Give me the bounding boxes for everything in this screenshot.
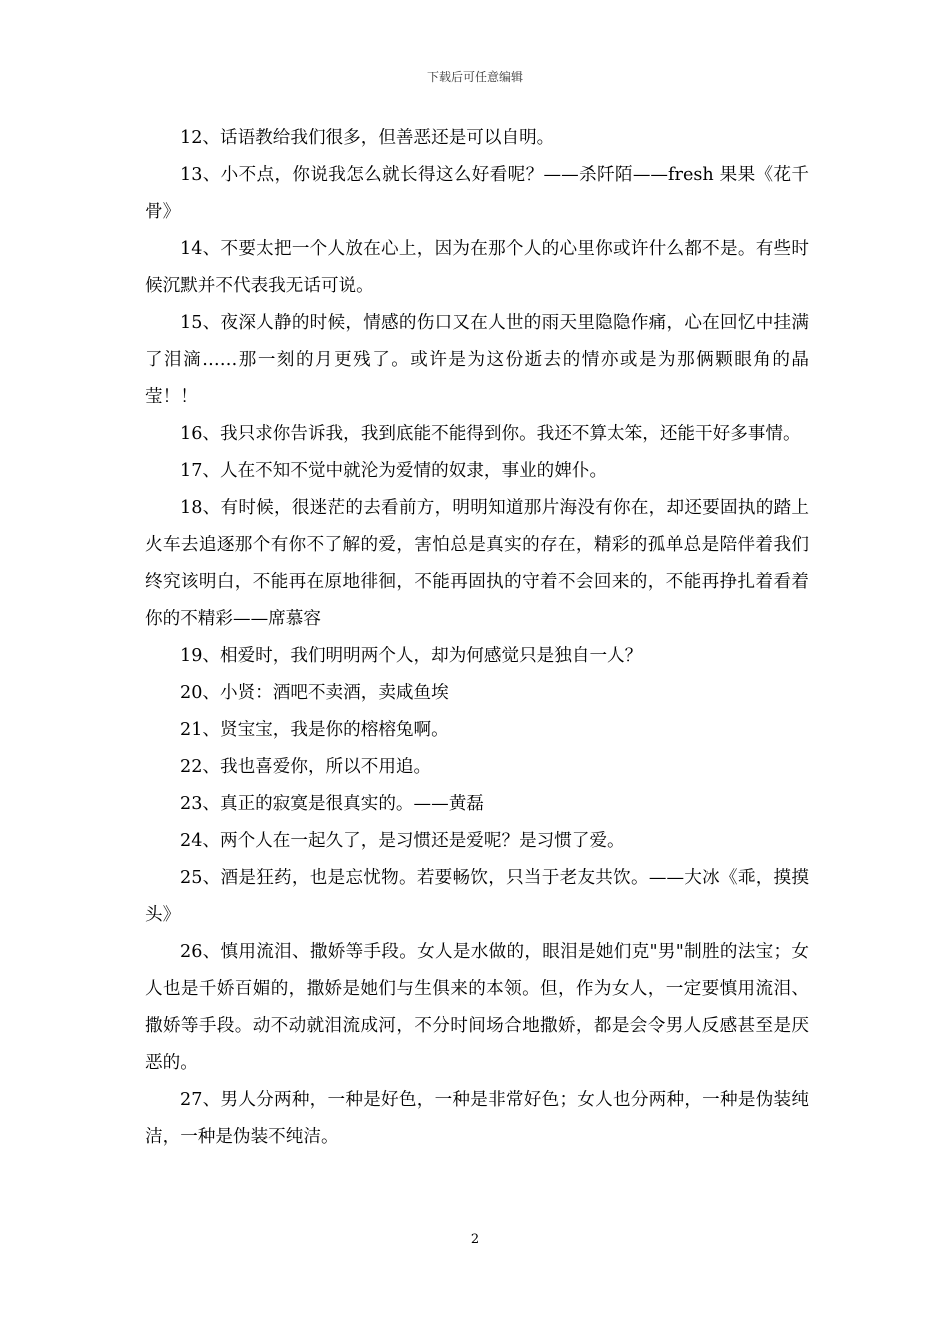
paragraph: 22、我也喜爱你，所以不用追。 xyxy=(180,757,432,777)
paragraph: 27、男人分两种，一种是好色，一种是非常好色；女人也分两种，一种是伪装纯洁，一种是伪装不纯洁。 xyxy=(145,1090,809,1147)
page-number: 2 xyxy=(470,1232,480,1247)
paragraph: 19、相爱时，我们明明两个人，却为何感觉只是独自一人？ xyxy=(180,646,643,666)
paragraph: 23、真正的寂寞是很真实的。——黄磊 xyxy=(180,794,484,814)
paragraph: 16、我只求你告诉我，我到底能不能得到你。我还不算太笨，还能干好多事情。 xyxy=(180,424,801,444)
paragraph: 12、话语教给我们很多，但善恶还是可以自明。 xyxy=(180,128,555,148)
document-body xyxy=(145,120,809,1156)
paragraph: 15、夜深人静的时候，情感的伤口又在人世的雨天里隐隐作痛，心在回忆中挂满了泪滴……那一刻的月更残了。或许是为这份逝去的情亦或是为那俩颗眼角的晶莹！！ xyxy=(145,313,809,407)
paragraph: 25、酒是狂药，也是忘忧物。若要畅饮，只当于老友共饮。——大冰《乖，摸摸头》 xyxy=(145,868,809,925)
paragraph: 17、人在不知不觉中就沦为爱情的奴隶，事业的婢仆。 xyxy=(180,461,608,481)
paragraph: 18、有时候，很迷茫的去看前方，明明知道那片海没有你在，却还要固执的踏上火车去追逐那个有你不了解的爱，害怕总是真实的存在，精彩的孤单总是陪伴着我们终究该明白，不能再在原地徘徊，不能再固执的守着不会回来的，不能再挣扎着看着你的不精彩——席慕容 xyxy=(145,498,809,629)
paragraph: 24、两个人在一起久了，是习惯还是爱呢？是习惯了爱。 xyxy=(180,831,625,851)
paragraph: 26、慎用流泪、撒娇等手段。女人是水做的，眼泪是她们克"男"制胜的法宝；女人也是千娇百媚的，撒娇是她们与生俱来的本领。但，作为女人，一定要慎用流泪、撒娇等手段。动不动就泪流成河，不分时间场合地撒娇，都是会令男人反感甚至是厌恶的。 xyxy=(145,942,809,1073)
paragraph: 21、贤宝宝，我是你的榕榕兔啊。 xyxy=(180,720,449,740)
paragraph: 20、小贤：酒吧不卖酒，卖咸鱼埃 xyxy=(180,683,449,703)
page-header: 下载后可任意编辑 xyxy=(426,70,523,84)
paragraph: 14、不要太把一个人放在心上，因为在那个人的心里你或许什么都不是。有些时候沉默并不代表我无话可说。 xyxy=(145,239,809,296)
paragraph: 13、小不点，你说我怎么就长得这么好看呢？——杀阡陌——fresh 果果《花千骨》 xyxy=(145,165,809,222)
